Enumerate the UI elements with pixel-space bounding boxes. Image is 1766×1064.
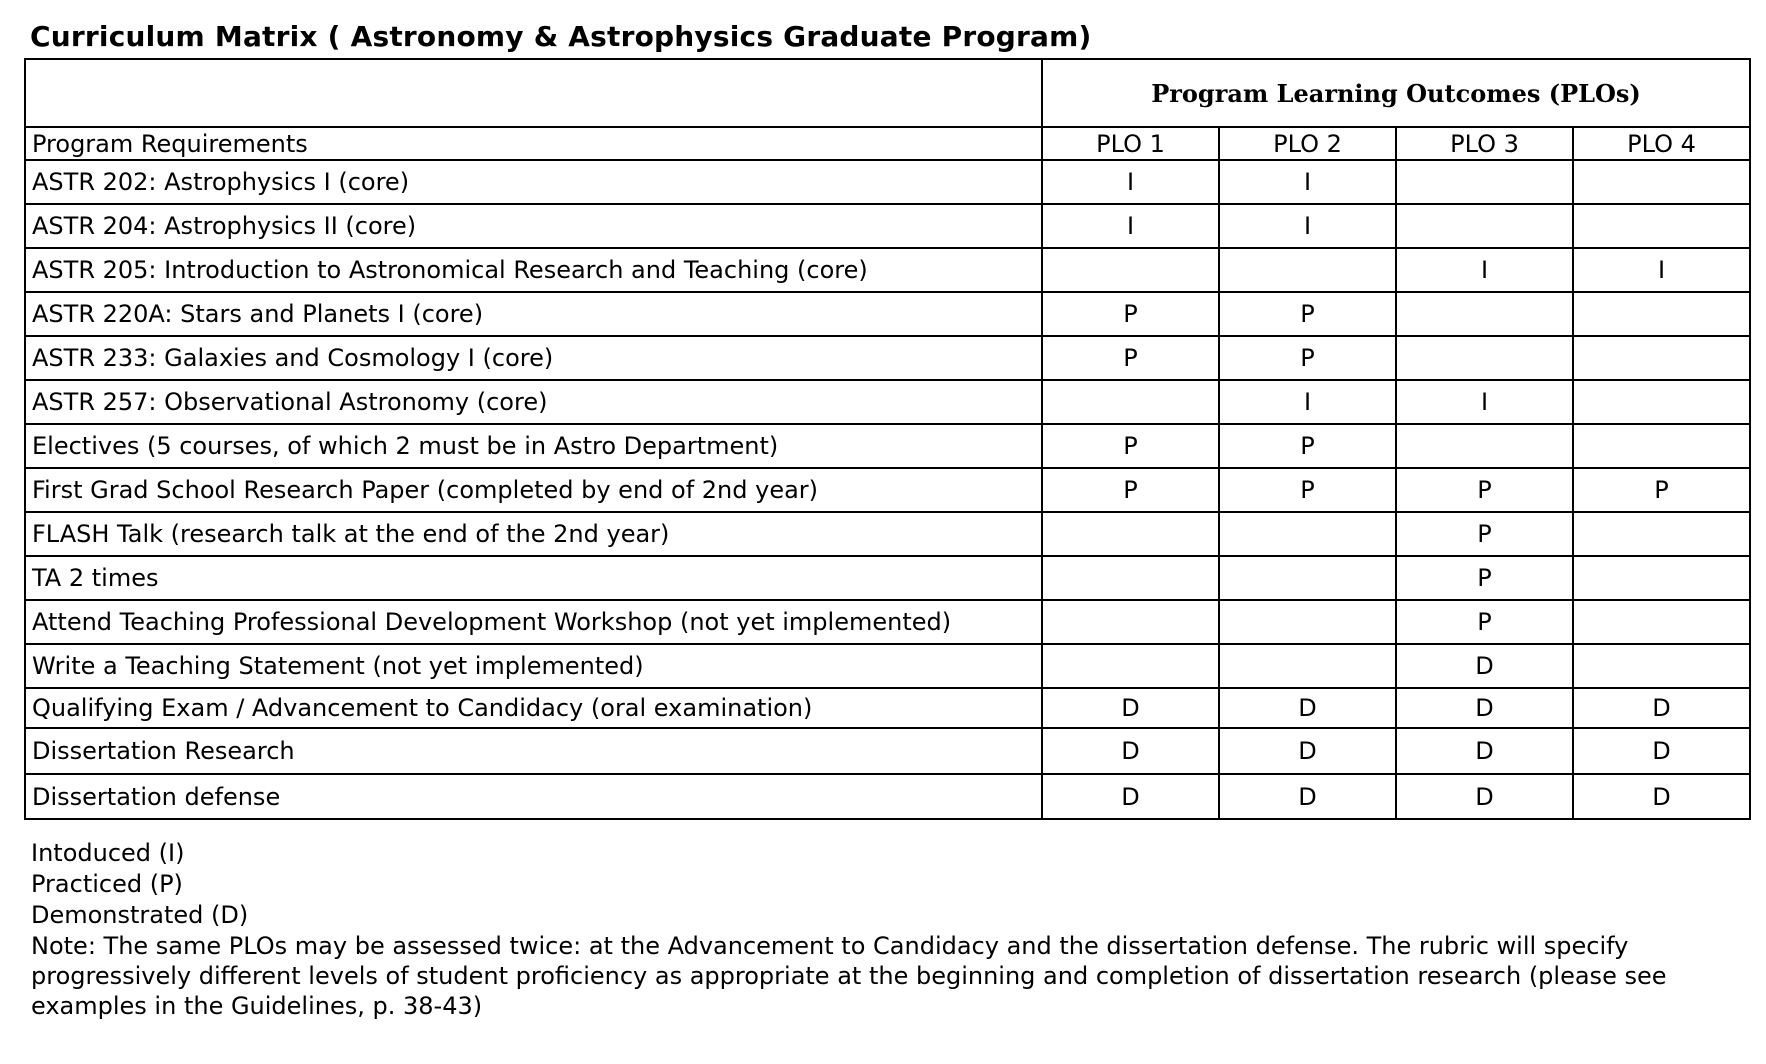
plo-1-cell	[1042, 512, 1219, 556]
table-row	[25, 600, 1750, 644]
requirement-cell: Dissertation defense	[25, 774, 1042, 819]
plo-4-cell	[1573, 424, 1750, 468]
plo-3-cell: P	[1396, 512, 1573, 556]
plo-header-row	[25, 59, 1750, 127]
plo-3-cell: I	[1396, 380, 1573, 424]
plo-2-cell: P	[1219, 336, 1396, 380]
table-row	[25, 424, 1750, 468]
plo-4-cell	[1573, 644, 1750, 688]
table-row	[25, 644, 1750, 688]
requirement-cell: Dissertation Research	[25, 728, 1042, 774]
plo-2-cell: D	[1219, 688, 1396, 728]
requirements-header: Program Requirements	[25, 127, 1042, 160]
plo-4-cell: D	[1573, 774, 1750, 819]
plo-3-cell: D	[1396, 728, 1573, 774]
requirement-cell: ASTR 202: Astrophysics I (core)	[25, 160, 1042, 204]
table-row	[25, 336, 1750, 380]
table-row	[25, 512, 1750, 556]
requirement-cell: TA 2 times	[25, 556, 1042, 600]
requirement-cell: ASTR 257: Observational Astronomy (core)	[25, 380, 1042, 424]
plo-2-cell: D	[1219, 728, 1396, 774]
plo-3-cell: D	[1396, 688, 1573, 728]
table-row	[25, 380, 1750, 424]
plo-column-header: PLO 4	[1573, 127, 1750, 160]
requirement-cell: Write a Teaching Statement (not yet implemented)	[25, 644, 1042, 688]
plo-4-cell: D	[1573, 688, 1750, 728]
plo-4-cell	[1573, 292, 1750, 336]
plo-4-cell	[1573, 160, 1750, 204]
plo-column-header: PLO 1	[1042, 127, 1219, 160]
blank-header-cell	[25, 59, 1042, 127]
plo-2-cell: D	[1219, 774, 1396, 819]
plo-column-header: PLO 2	[1219, 127, 1396, 160]
plo-2-cell: I	[1219, 204, 1396, 248]
legend-practiced: Practiced (P)	[31, 870, 183, 898]
plo-1-cell	[1042, 556, 1219, 600]
legend	[31, 838, 1731, 1021]
table-row	[25, 688, 1750, 728]
plo-1-cell: I	[1042, 204, 1219, 248]
plo-2-cell: I	[1219, 380, 1396, 424]
plo-3-cell: P	[1396, 468, 1573, 512]
table-row	[25, 204, 1750, 248]
table-row	[25, 160, 1750, 204]
document-title: Curriculum Matrix ( Astronomy & Astrophysics Graduate Program)	[30, 20, 1092, 53]
plo-4-cell	[1573, 204, 1750, 248]
table-row	[25, 248, 1750, 292]
plo-2-cell	[1219, 600, 1396, 644]
plo-1-cell: P	[1042, 424, 1219, 468]
plo-2-cell	[1219, 644, 1396, 688]
plo-1-cell: P	[1042, 336, 1219, 380]
plo-3-cell: D	[1396, 644, 1573, 688]
plo-3-cell	[1396, 160, 1573, 204]
plo-4-cell	[1573, 512, 1750, 556]
plo-4-cell	[1573, 600, 1750, 644]
table-row	[25, 292, 1750, 336]
table-row	[25, 468, 1750, 512]
plo-3-cell	[1396, 336, 1573, 380]
plo-1-cell: I	[1042, 160, 1219, 204]
requirement-cell: ASTR 220A: Stars and Planets I (core)	[25, 292, 1042, 336]
table-row	[25, 774, 1750, 819]
plo-1-cell: P	[1042, 292, 1219, 336]
plo-3-cell: P	[1396, 600, 1573, 644]
column-header-row	[25, 127, 1750, 160]
plo-2-cell: P	[1219, 424, 1396, 468]
requirement-cell: Attend Teaching Professional Development Workshop (not yet implemented)	[25, 600, 1042, 644]
plo-1-cell: D	[1042, 688, 1219, 728]
requirement-cell: ASTR 233: Galaxies and Cosmology I (core)	[25, 336, 1042, 380]
plo-2-cell	[1219, 556, 1396, 600]
requirement-cell: Electives (5 courses, of which 2 must be in Astro Department)	[25, 424, 1042, 468]
curriculum-matrix-table	[24, 58, 1751, 820]
plo-4-cell: P	[1573, 468, 1750, 512]
plo-3-cell	[1396, 292, 1573, 336]
plo-1-cell	[1042, 380, 1219, 424]
requirement-cell: Qualifying Exam / Advancement to Candidacy (oral examination)	[25, 688, 1042, 728]
requirement-cell: ASTR 205: Introduction to Astronomical Research and Teaching (core)	[25, 248, 1042, 292]
plo-2-cell	[1219, 512, 1396, 556]
plo-3-cell	[1396, 424, 1573, 468]
plo-3-cell	[1396, 204, 1573, 248]
plo-2-cell: I	[1219, 160, 1396, 204]
plo-1-cell: D	[1042, 774, 1219, 819]
plo-4-cell	[1573, 380, 1750, 424]
plo-1-cell: D	[1042, 728, 1219, 774]
plo-1-cell: P	[1042, 468, 1219, 512]
legend-demonstrated: Demonstrated (D)	[31, 901, 249, 929]
plo-4-cell: I	[1573, 248, 1750, 292]
plo-4-cell	[1573, 336, 1750, 380]
plo-2-cell: P	[1219, 292, 1396, 336]
plo-4-cell	[1573, 556, 1750, 600]
table-row	[25, 728, 1750, 774]
requirement-cell: ASTR 204: Astrophysics II (core)	[25, 204, 1042, 248]
plo-3-cell: P	[1396, 556, 1573, 600]
legend-note: Note: The same PLOs may be assessed twice: at the Advancement to Candidacy and the dissertation defense. The rubric will specify progressively different levels of student proficiency as appropriate at the beginning and completion of dissertation research (please see examples in the Guidelines, p. 38-43)	[31, 932, 1667, 1020]
plo-group-header: Program Learning Outcomes (PLOs)	[1042, 59, 1750, 127]
table-row	[25, 556, 1750, 600]
requirement-cell: First Grad School Research Paper (completed by end of 2nd year)	[25, 468, 1042, 512]
requirement-cell: FLASH Talk (research talk at the end of the 2nd year)	[25, 512, 1042, 556]
plo-3-cell: D	[1396, 774, 1573, 819]
plo-3-cell: I	[1396, 248, 1573, 292]
legend-introduced: Intoduced (I)	[31, 839, 185, 867]
plo-2-cell	[1219, 248, 1396, 292]
plo-4-cell: D	[1573, 728, 1750, 774]
plo-1-cell	[1042, 644, 1219, 688]
plo-2-cell: P	[1219, 468, 1396, 512]
plo-column-header: PLO 3	[1396, 127, 1573, 160]
plo-1-cell	[1042, 600, 1219, 644]
plo-1-cell	[1042, 248, 1219, 292]
